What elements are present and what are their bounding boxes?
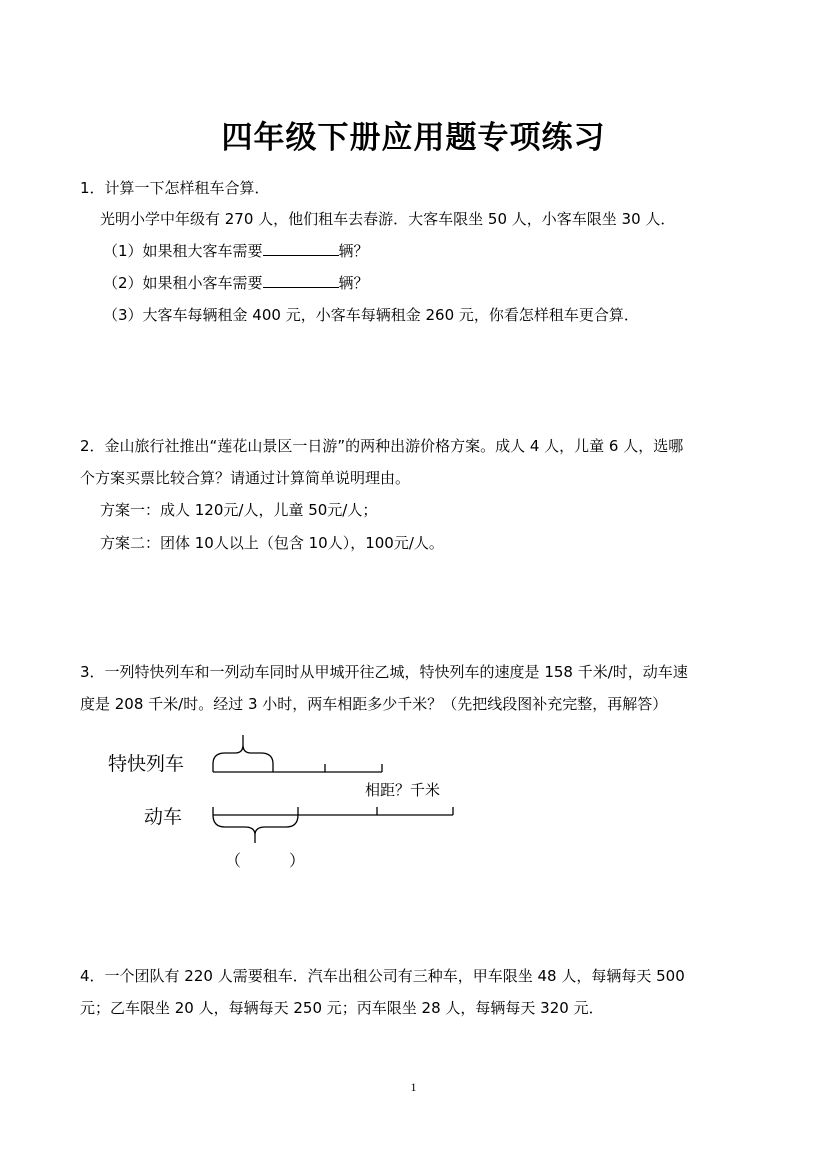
q3-line1: 3．一列特快列车和一列动车同时从甲城开往乙城，特快列车的速度是 158 千米/时，动车速 xyxy=(80,663,688,681)
answer-blank[interactable] xyxy=(263,241,339,256)
q2-plan2: 方案二：团体 10人以上（包含 10人），100元/人。 xyxy=(100,534,444,552)
q1-part3: （3）大客车每辆租金 400 元，小客车每辆租金 260 元，你看怎样租车更合算． xyxy=(103,306,639,324)
bullet-train-label: 动车 xyxy=(144,806,183,828)
answer-parentheses[interactable]: （ ） xyxy=(225,851,306,870)
q1-part1 xyxy=(103,241,369,261)
q1-part1-text: （1）如果租大客车需要 xyxy=(103,242,263,260)
q2-line2: 个方案买票比较合算？请通过计算简单说明理由。 xyxy=(80,469,411,487)
q1-part2-text: （2）如果租小客车需要 xyxy=(103,274,263,292)
q1-part2 xyxy=(103,273,369,293)
q2-plan1: 方案一：成人 120元/人，儿童 50元/人； xyxy=(100,501,378,519)
page-number: 1 xyxy=(410,1080,417,1094)
q1-part1-suffix: 辆？ xyxy=(338,242,369,260)
q2-line1: 2．金山旅行社推出“莲花山景区一日游”的两种出游价格方案。成人 4 人，儿童 6 人，选哪 xyxy=(80,437,684,455)
express-brace xyxy=(213,745,273,764)
q3-line2: 度是 208 千米/时。经过 3 小时，两车相距多少千米？（先把线段图补充完整，再解答） xyxy=(80,695,668,713)
q1-heading: 1．计算一下怎样租车合算． xyxy=(80,179,270,197)
line-segment-diagram xyxy=(100,735,480,885)
answer-blank[interactable] xyxy=(263,273,339,288)
bullet-brace xyxy=(213,815,298,835)
gap-label: 相距？千米 xyxy=(365,781,441,799)
q1-part2-suffix: 辆？ xyxy=(338,274,369,292)
q4-line2: 元；乙车限坐 20 人，每辆每天 250 元；丙车限坐 28 人，每辆每天 320 元． xyxy=(80,999,604,1017)
express-train-label: 特快列车 xyxy=(108,753,185,775)
q4-line1: 4．一个团队有 220 人需要租车．汽车出租公司有三种车，甲车限坐 48 人，每辆每天 500 xyxy=(80,967,685,985)
page-title: 四年级下册应用题专项练习 xyxy=(221,120,606,156)
q1-body: 光明小学中年级有 270 人，他们租车去春游．大客车限坐 50 人，小客车限坐 30 人． xyxy=(100,210,676,228)
